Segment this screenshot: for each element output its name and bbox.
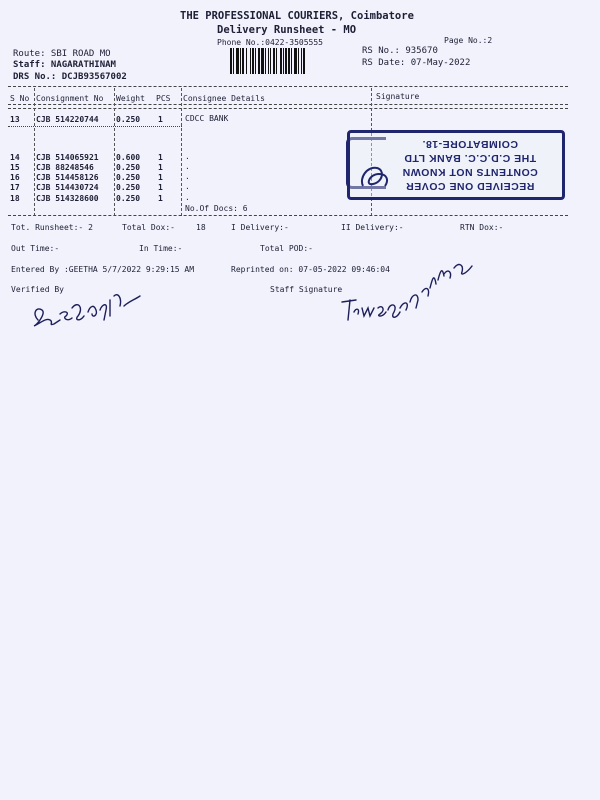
row-pcs: 1 [158, 153, 163, 162]
row-consignment: CJB 514328600 [36, 194, 99, 203]
verified-by: Verified By [11, 285, 64, 294]
row-consignment: CJB 88248546 [36, 163, 94, 172]
col-header-consignee: Consignee Details [183, 94, 265, 103]
row-pcs: 1 [158, 194, 163, 203]
row-weight: 0.250 [116, 115, 141, 124]
table-header-rule-2 [8, 108, 568, 109]
row-weight: 0.250 [116, 173, 141, 182]
row-weight: 0.600 [116, 153, 141, 162]
col-header-weight: Weight [116, 94, 145, 103]
route: Route: SBI ROAD MO [13, 49, 111, 59]
row-details: CDCC BANK [185, 114, 229, 123]
in-time: In Time:- [139, 244, 183, 253]
total-dox-label: Total Dox:- [122, 223, 175, 232]
reprinted-on: Reprinted on: 07-05-2022 09:46:04 [231, 265, 390, 274]
drs-number: DRS No.: DCJB93567002 [13, 72, 127, 82]
staff-name: Staff: NAGARATHINAM [13, 60, 116, 70]
row-pcs: 1 [158, 183, 163, 192]
row-pcs: 1 [158, 163, 163, 172]
col-divider [34, 88, 35, 216]
document-title: Delivery Runsheet - MO [217, 24, 357, 36]
stamp-line-1: RECEIVED ONE COVER [405, 180, 535, 192]
row-consignment: CJB 514458126 [36, 173, 99, 182]
table-bottom-rule [8, 215, 568, 216]
col-header-sno: S No [10, 94, 30, 103]
stamp-line-2: CONTENTS NOT KNOWN [402, 166, 538, 178]
row-details: . [185, 182, 190, 191]
total-dox-value: 18 [196, 223, 206, 232]
col-header-pcs: PCS [156, 94, 171, 103]
company-name: THE PROFESSIONAL COURIERS, Coimbatore [180, 10, 414, 22]
total-pod: Total POD:- [260, 244, 313, 253]
page-number: Page No.:2 [444, 36, 493, 45]
row-weight: 0.250 [116, 194, 141, 203]
stamp-signature-scribble [355, 160, 395, 194]
row-pcs: 1 [158, 115, 163, 124]
row-details: . [185, 193, 190, 202]
stamp-line-4: COIMBATORE-18. [422, 138, 518, 150]
row-sno: 16 [10, 173, 20, 182]
row-details: . [185, 152, 190, 161]
table-header-rule [8, 104, 568, 105]
row-sno: 14 [10, 153, 20, 162]
col-header-signature: Signature [376, 92, 420, 101]
row-sno: 17 [10, 183, 20, 192]
row-consignment: CJB 514430724 [36, 183, 99, 192]
stamp-line-3: THE C.D.C.C. BANK LTD [403, 152, 537, 164]
i-delivery: I Delivery:- [231, 223, 289, 232]
col-header-consignment: Consignment No [36, 94, 104, 103]
row-sno: 15 [10, 163, 20, 172]
rs-number: RS No.: 935670 [362, 46, 438, 56]
row-weight: 0.250 [116, 183, 141, 192]
tot-runsheet: Tot. Runsheet:- 2 [11, 223, 93, 232]
no-of-docs: No.Of Docs: 6 [185, 204, 248, 213]
row-details: . [185, 172, 190, 181]
verified-signature [28, 280, 158, 335]
staff-signature-label: Staff Signature [270, 285, 343, 294]
rs-date: RS Date: 07-May-2022 [362, 58, 471, 68]
row-consignment: CJB 514220744 [36, 115, 99, 124]
row-rule [8, 126, 182, 127]
col-divider [114, 88, 115, 216]
ii-delivery: II Delivery:- [341, 223, 404, 232]
col-divider [181, 88, 182, 216]
row-sno: 13 [10, 115, 20, 124]
rtn-dox: RTN Dox:- [460, 223, 504, 232]
table-top-rule [8, 86, 568, 87]
phone-number: Phone No.:0422-3505555 [217, 38, 323, 47]
staff-signature [338, 258, 483, 328]
row-sno: 18 [10, 194, 20, 203]
row-weight: 0.250 [116, 163, 141, 172]
barcode [230, 48, 346, 74]
row-details: . [185, 162, 190, 171]
row-consignment: CJB 514065921 [36, 153, 99, 162]
row-pcs: 1 [158, 173, 163, 182]
out-time: Out Time:- [11, 244, 60, 253]
entered-by: Entered By :GEETHA 5/7/2022 9:29:15 AM [11, 265, 195, 274]
